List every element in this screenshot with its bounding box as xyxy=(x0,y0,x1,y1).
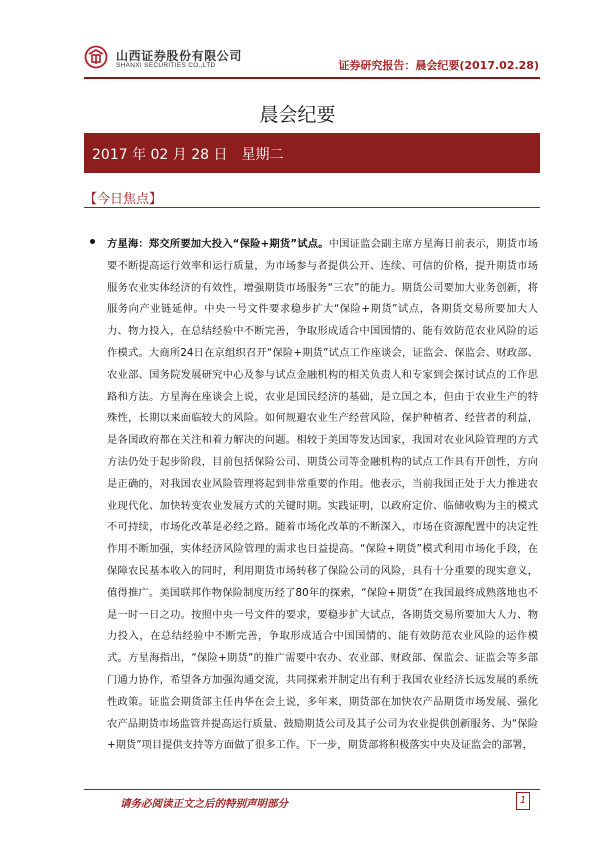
section-heading: 【今日焦点】 xyxy=(84,192,163,207)
section-divider xyxy=(84,207,540,208)
company-name-en: SHANXI SECURITIES CO.,LTD xyxy=(116,62,216,69)
date-line: 2017 年 02 月 28 日 星期二 xyxy=(92,147,284,163)
bullet-dot-icon xyxy=(90,239,95,244)
page-title: 晨会纪要 xyxy=(259,104,336,126)
article-body: 中国证监会副主席方星海日前表示，期货市场要不断提高运行效率和运行质量，为市场参与者提供公开、连续、可信的价格，提升期货市场服务农业实体经济的有效性，增强期货市场服务“三农”的能力。期货公司要加大业务创新，将服务向产业链延伸。中央一号文件要求稳步扩大“保险+期货”试点，各期货交易所要加大人力、物力投入，在总结经验中不断完善，争取形成适合中国国情的、能有效防范农业风险的运作模式。大商所24日在京组织召开“保险+期货”试点工作座谈会，证监会、保监会、财政部、农业部、国务院发展研究中心及参与试点金融机构的相关负责人和专家到会探讨试点的工作思路和方法。方星海在座谈会上说，农业是国民经济的基础，是立国之本，但由于农业生产的特殊性，长期以来面临较大的风险。如何规避农业生产经营风险，保护种植者、经营者的利益，是各国政府都在关注和着力解决的问题。相较于美国等发达国家，我国对农业风险管理的方式方法仍处于起步阶段，目前包括保险公司、期货公司等金融机构的试点工作具有开创性，方向是正确的，对我国农业风险管理将起到非常重要的作用。他表示，当前我国正处于大力推进农业现代化、加快转变农业发展方式的关键时期。实践证明，以政府定价、临储收购为主的模式不可持续，市场化改革是必经之路。随着市场化改革的不断深入，市场在资源配置中的决定性作用不断加强，实体经济风险管理的需求也日益提高。“保险+期货”模式利用市场化手段，在保障农民基本收入的同时，利用期货市场转移了保险公司的风险，具有十分重要的现实意义，值得推广。美国联邦作物保险制度历经了80年的探索，“保险+期货”在我国最终成熟落地也不是一时一日之功。按照中央一号文件的要求，要稳步扩大试点，各期货交易所要加大人力、物力投入，在总结经验中不断完善，争取形成适合中国国情的、能有效防范农业风险的运作模式。方星海指出，“保险+期货”的推广需要中农办、农业部、财政部、保监会、证监会等多部门通力协作，希望各方加强沟通交流，共同探索并制定出有利于我国农业经济长远发展的系统性政策。证监会期货部主任冉华在会上说，多年来，期货部在加快农产品期货市场发展、强化农产品期货市场监管并提高运行质量、鼓励期货公司及其子公司为农业提供创新服务、为“保险+期货”项目提供支持等方面做了很多工作。下一步，期货部将积极落实中央及证监会的部署， xyxy=(107,238,538,752)
company-name-cn: 山西证券股份有限公司 xyxy=(116,49,243,63)
header-divider xyxy=(84,77,540,79)
report-header-title: 证券研究报告：晨会纪要(2017.02.28) xyxy=(338,59,539,72)
article-paragraph xyxy=(107,234,538,757)
footer-disclaimer: 请务必阅读正文之后的特别声明部分 xyxy=(120,798,288,810)
date-banner xyxy=(84,133,540,173)
footer-divider xyxy=(84,789,540,790)
article-headline: 方星海：郑交所要加大投入“保险+期货”试点。 xyxy=(107,238,329,250)
page-number: 1 xyxy=(516,792,530,810)
company-logo-icon xyxy=(84,45,108,69)
